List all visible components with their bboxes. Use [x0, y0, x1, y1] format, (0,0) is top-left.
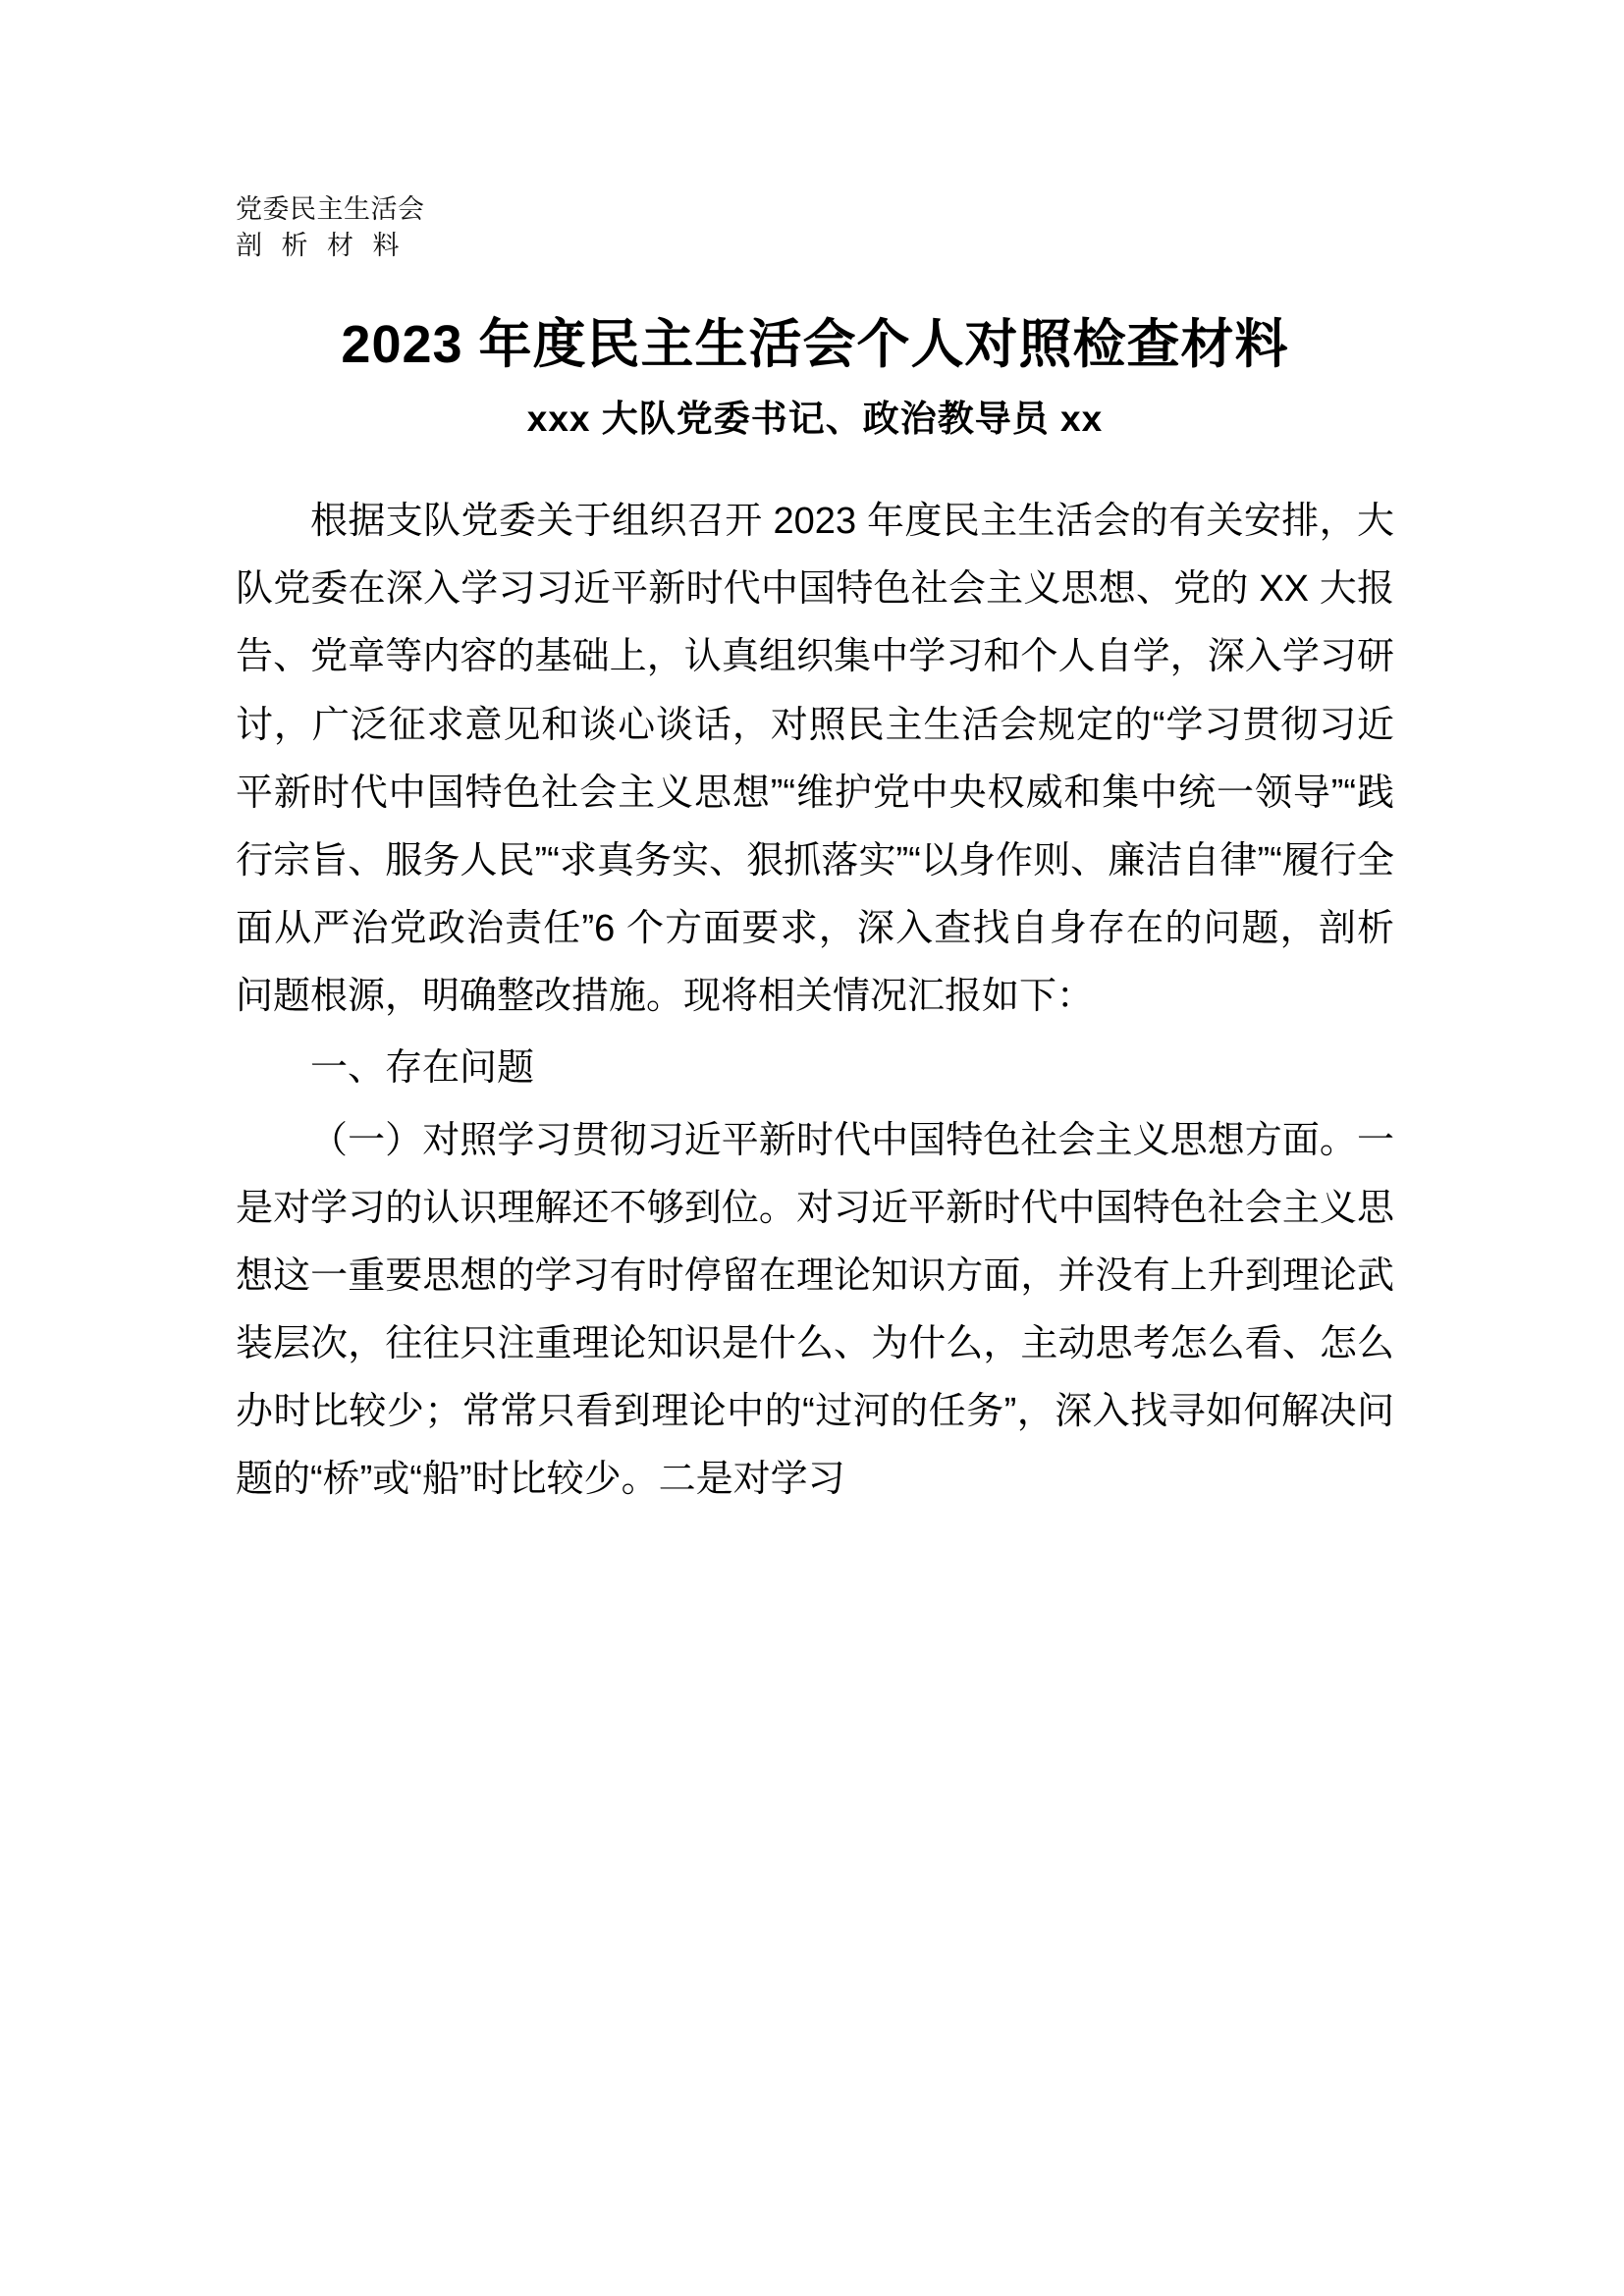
- page-subtitle: xxx 大队党委书记、政治教导员 xx: [526, 399, 1104, 439]
- section-heading-1: 一、存在问题: [310, 1047, 535, 1090]
- document-header-mark: [236, 191, 1394, 265]
- header-mark-line-1: 党委民主生活会: [236, 194, 425, 224]
- document-content: [236, 191, 1394, 1514]
- header-mark-line-2: 剖 析 材 料: [236, 231, 406, 261]
- body-paragraph-1: 根据支队党委关于组织召开 2023 年度民主生活会的有关安排，大队党委在深入学习习近平新时代中国特色社会主义思想、党的 XX 大报告、党章等内容的基础上，认真组织集中学习和个人自学，深入学习研讨，广泛征求意见和谈心谈话，对照民主生活会规定的“学习贯彻习近平新时代中国特色社会主义思想”“维护党中央权威和集中统一领导”“践行宗旨、服务人民”“求真务实、狠抓落实”“以身作则、廉洁自律”“履行全面从严治党政治责任”6 个方面要求，深入查找自身存在的问题，剖析问题根源，明确整改措施。现将相关情况汇报如下：: [236, 501, 1394, 1018]
- page-title: 2023 年度民主生活会个人对照检查材料: [341, 314, 1289, 374]
- body-paragraph-2: （一）对照学习贯彻习近平新时代中国特色社会主义思想方面。一是对学习的认识理解还不够到位。对习近平新时代中国特色社会主义思想这一重要思想的学习有时停留在理论知识方面，并没有上升到理论武装层次，往往只注重理论知识是什么、为什么，主动思考怎么看、怎么办时比较少；常常只看到理论中的“过河的任务”，深入找寻如何解决问题的“桥”或“船”时比较少。二是对学习: [236, 1119, 1394, 1501]
